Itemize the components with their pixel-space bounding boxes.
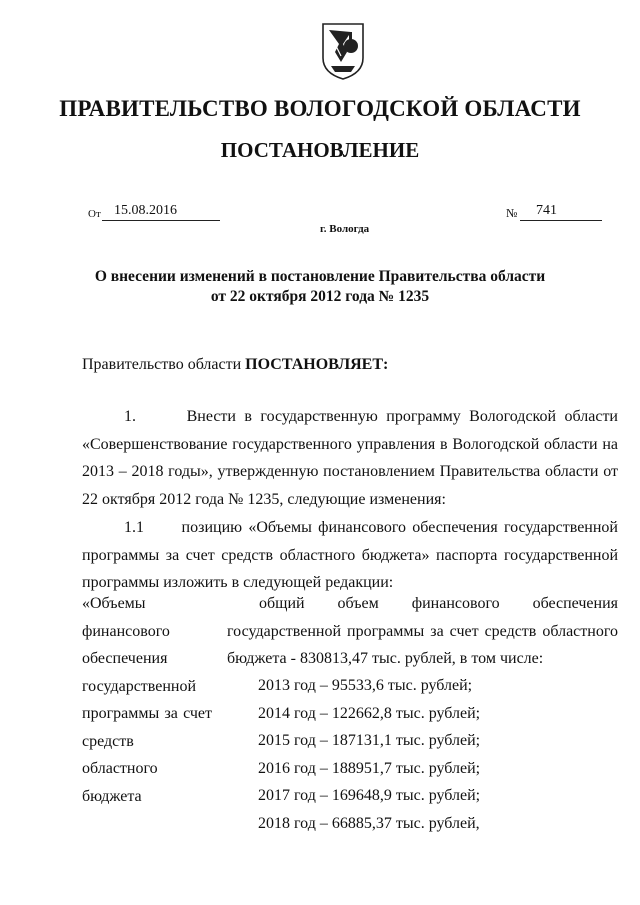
document-subject (0, 267, 640, 307)
document-type-title: ПОСТАНОВЛЕНИЕ (220, 138, 420, 162)
date-label: От (88, 208, 101, 220)
date-number-row (88, 202, 618, 224)
funding-year-item: 2015 год – 187131,1 тыс. рублей; (258, 732, 481, 749)
subject-line-2: от 22 октября 2012 года № 1235 (210, 288, 430, 305)
funding-year-item: 2018 год – 66885,37 тыс. рублей, (258, 814, 480, 832)
funding-year-item: 2017 год – 169648,9 тыс. рублей; (258, 787, 481, 804)
city-label: г. Вологда (320, 223, 370, 235)
resolution-keyword: ПОСТАНОВЛЯЕТ: (245, 356, 389, 373)
funding-year-item: 2013 год – 95533,6 тыс. рублей; (258, 677, 473, 694)
date-value: 15.08.2016 (102, 202, 220, 221)
resolution-prefix: Правительство области (82, 356, 246, 373)
funding-table-right-cell: общий объем финансового обеспечения государственной программы за счет средств областного бюджета - 830813,47 тыс. рублей, в том числе: (227, 595, 618, 667)
funding-year-item: 2014 год – 122662,8 тыс. рублей; (258, 704, 481, 722)
number-value: 741 (520, 202, 602, 221)
paragraph-1: 1. Внести в государственную программу Вологодской области «Совершенствование государственного управления в Вологодской области на 2013 – 2018 годы», утвержденную постановлением Правительства области от 22 октября 2012 года № 1235, следующие изменения: (82, 408, 618, 508)
government-title: ПРАВИТЕЛЬСТВО ВОЛОГОДСКОЙ ОБЛАСТИ (59, 96, 581, 121)
funding-years-list (258, 672, 480, 837)
coat-of-arms-icon (321, 22, 365, 80)
funding-table-left-cell: «Объемы финансового обеспечения государственной программы за счет средств областного бюджета (82, 595, 212, 805)
subject-line-1: О внесении изменений в постановление Правительства области (94, 268, 546, 285)
funding-year-item: 2016 год – 188951,7 тыс. рублей; (258, 759, 481, 777)
resolution-statement (82, 356, 388, 374)
number-label: № (506, 206, 518, 220)
paragraph-1-1: 1.1 позицию «Объемы финансового обеспечения государственной программы за счет средств областного бюджета» паспорта государственной программы изложить в следующей редакции: (82, 519, 618, 591)
